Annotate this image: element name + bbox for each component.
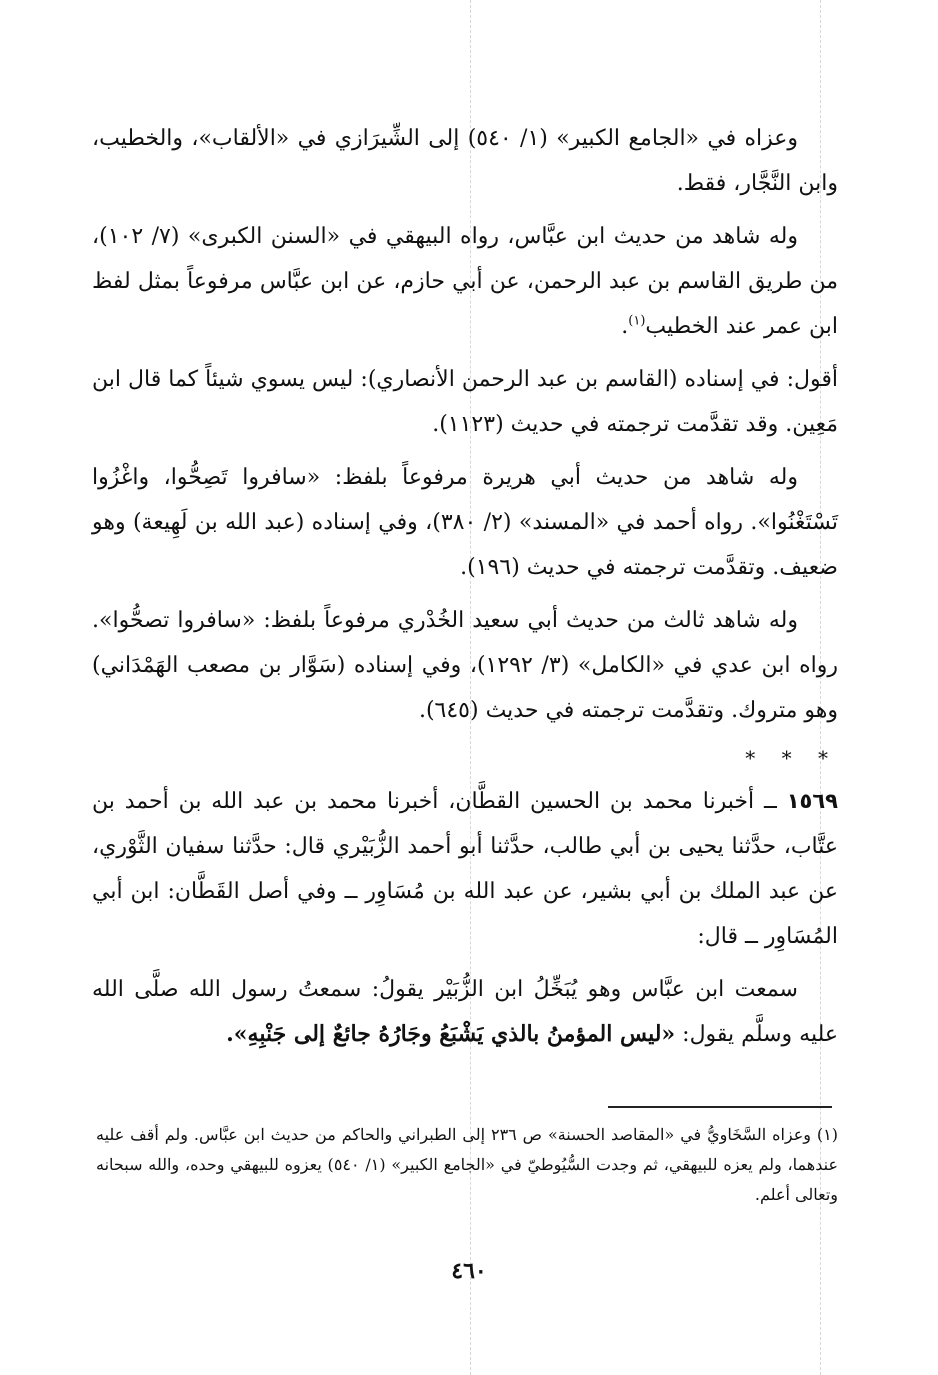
- paragraph-3: أقول: في إسناده (القاسم بن عبد الرحمن الأنصاري): ليس يسوي شيئاً كما قال ابن مَعِين. وقد تقدَّمت ترجمته في حديث (١١٢٣).: [92, 367, 838, 437]
- hadith-matn-intro: سمعت ابن عبَّاس وهو يُبَخِّلُ ابن الزُّبَيْر يقولُ: سمعتُ رسول الله صلَّى الله عليه وسلَّم يقول:: [92, 977, 838, 1047]
- hadith-isnad-text: أخبرنا محمد بن الحسين القطَّان، أخبرنا محمد بن عبد الله بن أحمد بن عتَّاب، حدَّثنا يحيى بن أبي طالب، حدَّثنا أبو أحمد الزُّبَيْري قال: حدَّثنا سفيان الثَّوْري، عن عبد الملك بن أبي بشير، عن عبد الله بن مُسَاوِر ــ وفي أصل القَطَّان: ابن أبي المُسَاوِر ــ قال:: [92, 789, 838, 949]
- footnote-reference[interactable]: (١): [628, 313, 646, 329]
- hadith-isnad: [92, 779, 838, 959]
- paragraph-4: وله شاهد من حديث أبي هريرة مرفوعاً بلفظ: «سافروا تَصِحُّوا، واغْزُوا تَسْتَغْنُوا». رواه أحمد في «المسند» (٢/ ٣٨٠)، وفي إسناده (عبد الله بن لَهِيعة) وهو ضعيف. وتقدَّمت ترجمته في حديث (١٩٦).: [92, 465, 839, 580]
- hadith-matn-quote: «ليس المؤمنُ بالذي يَشْبَعُ وجَارُهُ جائعٌ إلى جَنْبِهِ».: [226, 1021, 676, 1047]
- hadith-matn: [92, 967, 838, 1057]
- paragraph-1: وعزاه في «الجامع الكبير» (١/ ٥٤٠) إلى الشِّيرَازي في «الألقاب»، والخطيب، وابن النَّجَّار، فقط.: [92, 126, 838, 196]
- page-number: ٤٦٠: [451, 1258, 487, 1284]
- footnote-text: (١) وعزاه السَّخَاويُّ في «المقاصد الحسنة» ص ٢٣٦ إلى الطبراني والحاكم من حديث ابن عبَّاس. ولم أقف عليه عندهما، ولم يعزه للبيهقي، ثم وجدت السُّيُوطيّ في «الجامع الكبير» (١/ ٥٤٠) يعزوه للبيهقي وحده، والله سبحانه وتعالى أعلم.: [96, 1125, 839, 1204]
- hadith-dash: ــ: [763, 789, 777, 814]
- paragraph-2: وله شاهد من حديث ابن عبَّاس، رواه البيهقي في «السنن الكبرى» (٧/ ١٠٢)، من طريق القاسم بن عبد الرحمن، عن أبي حازم، عن ابن عبَّاس مرفوعاً بمثل لفظ ابن عمر عند الخطيب$^{(١)}$.: [92, 224, 838, 339]
- footnote-divider: [608, 1106, 832, 1108]
- main-text: [92, 116, 838, 1065]
- section-separator: * * *: [745, 746, 838, 770]
- paragraph-5: وله شاهد ثالث من حديث أبي سعيد الخُدْري مرفوعاً بلفظ: «سافروا تصحُّوا». رواه ابن عدي في «الكامل» (٣/ ١٢٩٢)، وفي إسناده (سَوَّار بن مصعب الهَمْدَاني) وهو متروك. وتقدَّمت ترجمته في حديث (٦٤٥).: [92, 608, 839, 723]
- hadith-number: ١٥٦٩: [786, 789, 838, 813]
